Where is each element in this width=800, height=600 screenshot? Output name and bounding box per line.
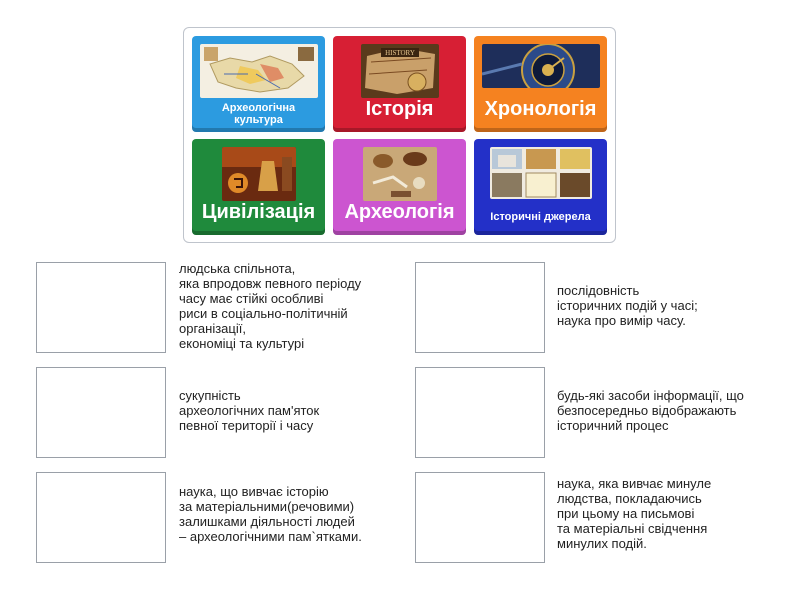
drop-zone-1[interactable]: [36, 262, 166, 353]
card-history[interactable]: [333, 36, 466, 132]
definition-text-1: людська спільнота, яка впродовж певного періоду часу має стійкі особливі риси в соціально-політичній організації, економіці та культурі: [179, 261, 362, 351]
svg-text:HISTORY: HISTORY: [384, 49, 415, 57]
card-label: Історія: [365, 98, 434, 120]
card-label: Археологія: [344, 201, 455, 223]
excavation-image: [363, 147, 437, 201]
definition-text-4: будь-які засоби інформації, що безпосередньо відображають історичний процес: [557, 388, 744, 433]
old-book-image: [361, 44, 439, 98]
definition-text-2: послідовність історичних подій у часі; наука про вимір часу.: [557, 283, 698, 328]
card-label: Цивілізація: [201, 201, 316, 223]
ancient-art-image: [222, 147, 296, 201]
card-chronology[interactable]: [474, 36, 607, 132]
card-label: Хронологія: [484, 98, 597, 120]
drop-zone-4[interactable]: [415, 367, 545, 458]
astronomical-clock-image: [482, 44, 600, 88]
definition-text-3: сукупність археологічних пам'яток певної території і часу: [179, 388, 320, 433]
card-civilization[interactable]: [192, 139, 325, 235]
card-historical-sources[interactable]: [474, 139, 607, 235]
drop-zone-5[interactable]: [36, 472, 166, 563]
card-label: Археологічна культура: [221, 101, 296, 126]
definition-text-6: наука, яка вивчає минуле людства, покладаючись при цьому на письмові та матеріальні свідчення минулих подій.: [557, 476, 712, 551]
drop-zone-3[interactable]: [36, 367, 166, 458]
card-label: Історичні джерела: [490, 210, 591, 223]
card-archaeology[interactable]: [333, 139, 466, 235]
map-image: [200, 44, 318, 98]
drop-zone-2[interactable]: [415, 262, 545, 353]
card-archaeological-culture[interactable]: [192, 36, 325, 132]
sources-collage-image: [490, 147, 592, 199]
definition-text-5: наука, що вивчає історію за матеріальними(речовими) залишками діяльності людей – археологічними пам`ятками.: [179, 484, 362, 544]
drop-zone-6[interactable]: [415, 472, 545, 563]
